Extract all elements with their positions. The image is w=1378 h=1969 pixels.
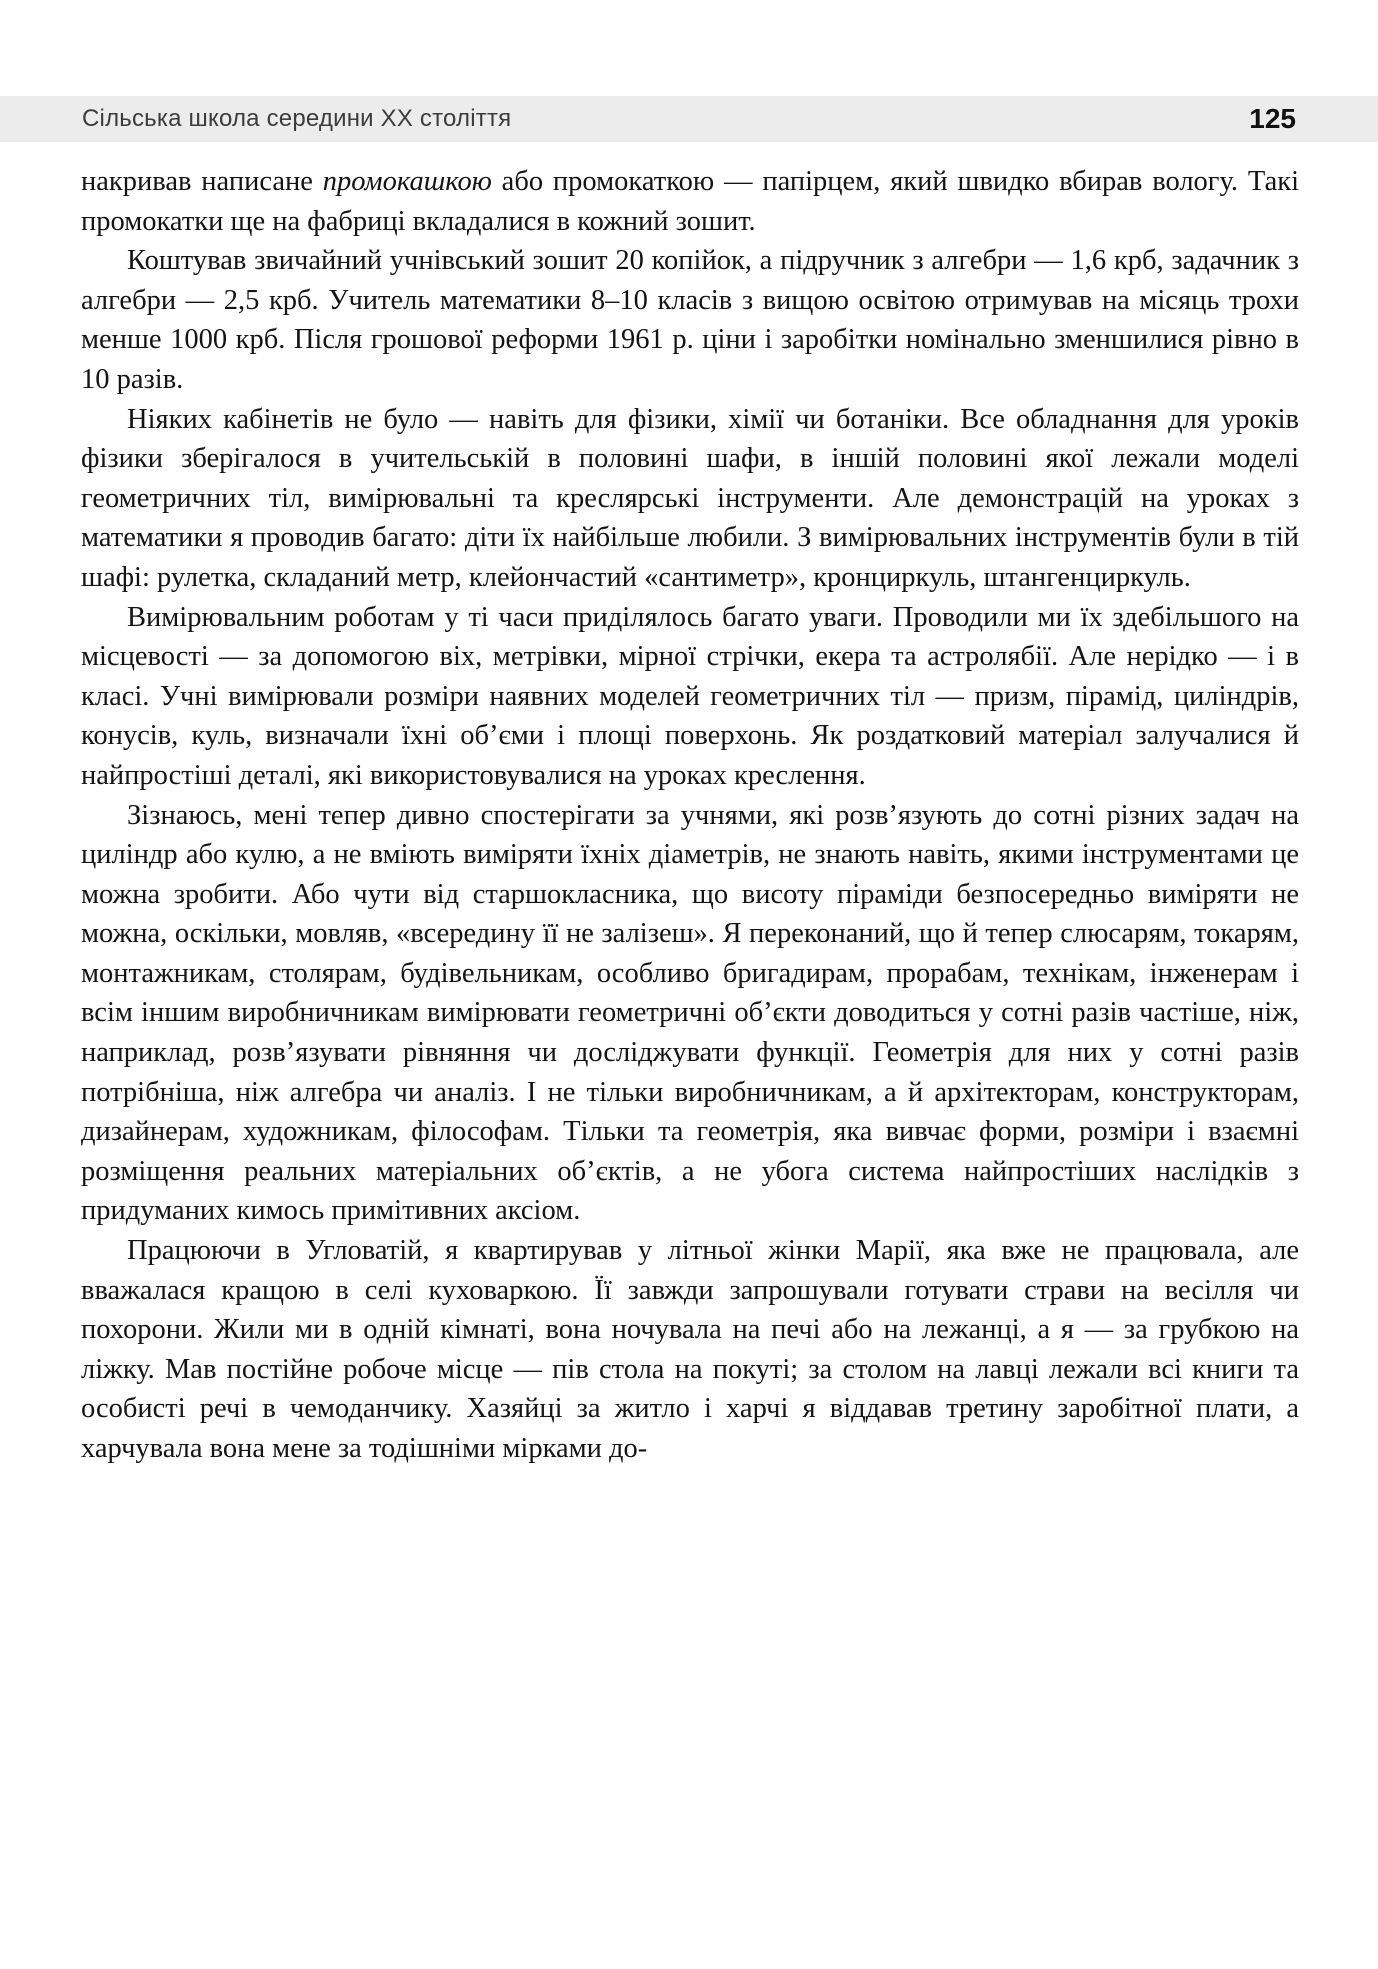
running-head — [0, 96, 1378, 142]
paragraph — [81, 162, 1299, 241]
paragraph — [81, 241, 1299, 399]
paragraph — [81, 598, 1299, 796]
text-run: Зізнаюсь, мені тепер дивно спостерігати за учнями, які розв’язують до сотні різних задач на циліндр або кулю, а не вміють виміряти їхніх діаметрів, не знають навіть, якими інструментами це можна зробити. Або чути від старшокласника, що висоту піраміди безпосередньо виміряти не можна, оскільки, мовляв, «всередину її не залізеш». Я переконаний, що й тепер слюсарям, токарям, монтажникам, столярам, будівельникам, особливо бригадирам, прорабам, технікам, інженерам і всім іншим виробничникам вимірювати геометричні об’єкти доводиться у сотні разів частіше, ніж, наприклад, розв’язувати рівняння чи досліджувати функції. Геометрія для них у сотні разів потрібніша, ніж алгебра чи аналіз. І не тільки виробничникам, а й архітекторам, конструкторам, дизайнерам, художникам, філософам. Тільки та геометрія, яка вивчає форми, розміри і взаємні розміщення реальних матеріальних об’єктів, а не убога система найпростіших наслідків з придуманих кимось примітивних аксіом. — [81, 799, 1299, 1227]
text-run: накривав написане — [81, 166, 323, 197]
page-number: 125 — [1249, 103, 1296, 134]
text-run: або промокаткою — папірцем, який швидко вбирав вологу. Такі промокатки ще на фабриці вкладалися в кожний зошит. — [81, 166, 1299, 237]
text-run: Вимірювальним роботам у ті часи приділялось багато уваги. Проводили ми їх здебільшого на місцевості — за допомогою віх, метрівки, мірної стрічки, екера та астролябії. Але нерідко — і в класі. Учні вимірювали розміри наявних моделей геометричних тіл — призм, пірамід, циліндрів, конусів, куль, визначали їхні об’єми і площі поверхонь. Як роздатковий матеріал залучалися й найпростіші деталі, які використовувалися на уроках креслення. — [81, 601, 1299, 791]
text-run: Коштував звичайний учнівський зошит 20 копійок, а підручник з алгебри — 1,6 крб, задачник з алгебри — 2,5 крб. Учитель математики 8–10 класів з вищою освітою отримував на місяць трохи менше 1000 крб. Після грошової реформи 1961 р. ціни і заробітки номінально зменшилися рівно в 10 разів. — [81, 245, 1299, 395]
running-title: Сільська школа середини XX століття — [82, 105, 512, 132]
paragraph — [81, 400, 1299, 598]
italic-text-run: промокашкою — [322, 166, 492, 197]
text-run: Ніяких кабінетів не було — навіть для фізики, хімії чи ботаніки. Все обладнання для уроків фізики зберігалося в учительській в половині шафи, в іншій половині якої лежали моделі геометричних тіл, вимірювальні та креслярські інструменти. Але демонстрацій на уроках з математики я проводив багато: діти їх найбільше любили. З вимірювальних інструментів були в тій шафі: рулетка, складаний метр, клейончастий «сантиметр», кронциркуль, штангенциркуль. — [81, 403, 1299, 593]
paragraph — [81, 796, 1299, 1232]
page-body — [81, 162, 1299, 1469]
text-run: Працюючи в Угловатій, я квартирував у літньої жінки Марії, яка вже не працювала, але вважалася кращою в селі куховаркою. Її завжди запрошували готувати страви на весілля чи похорони. Жили ми в одній кімнаті, вона ночувала на печі або на лежанці, а я — за грубкою на ліжку. Мав постійне робоче місце — пів стола на покуті; за столом на лавці лежали всі книги та особисті речі в чемоданчику. Хазяйці за житло і харчі я віддавав третину заробітної плати, а харчувала вона мене за тодішніми мірками до- — [81, 1235, 1299, 1464]
paragraph — [81, 1231, 1299, 1469]
